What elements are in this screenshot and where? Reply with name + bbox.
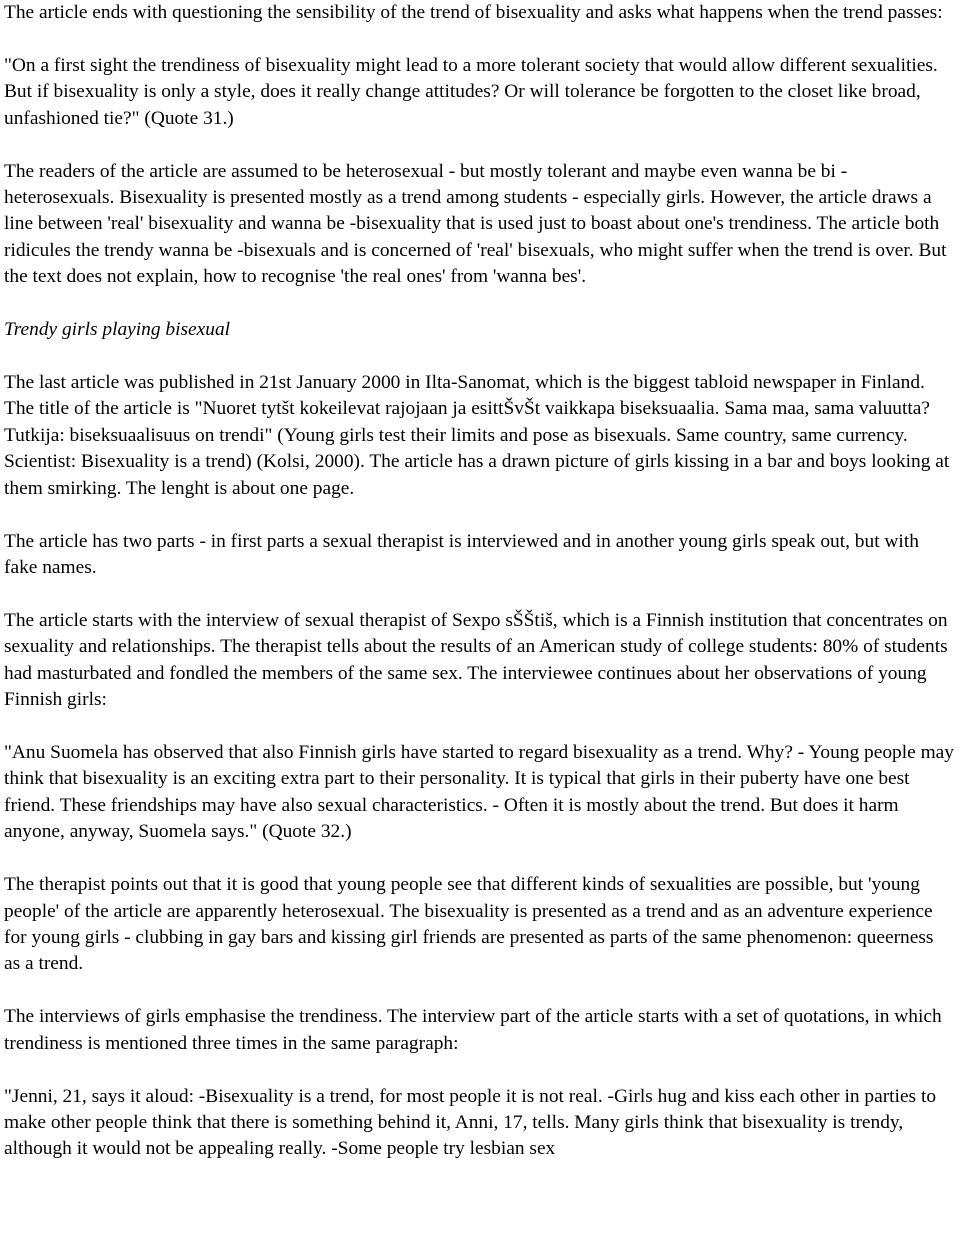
paragraph-quote-32: "Anu Suomela has observed that also Finnish girls have started to regard bisexuality as a trend. Why? - Young people may think that bisexuality is an exciting extra part to their personality. It is typical that girls in their puberty have one best friend. These friendships may have also sexual characteristics. - Often it is mostly about the trend. But does it harm anyone, anyway, Suomela says." (Quote 32.)	[4, 742, 954, 843]
paragraph-two-parts: The article has two parts - in first parts a sexual therapist is interviewed and in another young girls speak out, but with fake names.	[4, 530, 919, 578]
paragraph-therapist-points-out: The therapist points out that it is good that young people see that different kinds of sexualities are possible, but 'young people' of the article are apparently heterosexual. The bisexuality is presented as a trend and as an adventure experience for young girls - clubbing in gay bars and kissing girl friends are presented as parts of the same phenomenon: queerness as a trend.	[4, 874, 934, 975]
paragraph-quote-31: "On a first sight the trendiness of bisexuality might lead to a more tolerant society that would allow different sexualities. But if bisexuality is only a style, does it really change attitudes? Or will tolerance be forgotten to the closet like broad, unfashioned tie?" (Quote 31.)	[4, 54, 938, 129]
paragraph-jenni-quote: "Jenni, 21, says it aloud: -Bisexuality is a trend, for most people it is not real. -Girls hug and kiss each other in parties to make other people think that there is something behind it, Anni, 17, tells. Many girls think that bisexuality is trendy, although it would not be appealing really. -Some people try lesbian sex	[4, 1085, 937, 1160]
section-heading: Trendy girls playing bisexual	[4, 319, 231, 341]
paragraph-article-ending: The article ends with questioning the sensibility of the trend of bisexuality and asks what happens when the trend passes:	[4, 2, 943, 23]
paragraph-interviews-emphasise: The interviews of girls emphasise the trendiness. The interview part of the article starts with a set of quotations, in which trendiness is mentioned three times in the same paragraph:	[4, 1006, 942, 1054]
paragraph-therapist-interview: The article starts with the interview of sexual therapist of Sexpo sŠŠtiš, which is a Finnish institution that concentrates on sexuality and relationships. The therapist tells about the results of an American study of college students: 80% of students had masturbated and fondled the members of the same sex. The interviewee continues about her observations of young Finnish girls:	[4, 609, 948, 711]
paragraph-readers-assumed: The readers of the article are assumed to be heterosexual - but mostly tolerant and maybe even wanna be bi -heterosexuals. Bisexuality is presented mostly as a trend among students - especially girls. However, the article draws a line between 'real' bisexuality and wanna be -bisexuality that is used just to boast about one's trendiness. The article both ridicules the trendy wanna be -bisexuals and is concerned of 'real' bisexuals, who might suffer when the trend is over. But the text does not explain, how to recognise 'the real ones' from 'wanna bes'.	[4, 160, 947, 288]
paragraph-last-article: The last article was published in 21st January 2000 in Ilta-Sanomat, which is the biggest tabloid newspaper in Finland. The title of the article is "Nuoret tytšt kokeilevat rajojaan ja esittŠvŠt vaikkapa biseksuaalia. Sama maa, sama valuutta? Tutkija: biseksuaalisuus on trendi" (Young girls test their limits and pose as bisexuals. Same country, same currency. Scientist: Bisexuality is a trend) (Kolsi, 2000). The article has a drawn picture of girls kissing in a bar and boys looking at them smirking. The lenght is about one page.	[4, 372, 950, 499]
